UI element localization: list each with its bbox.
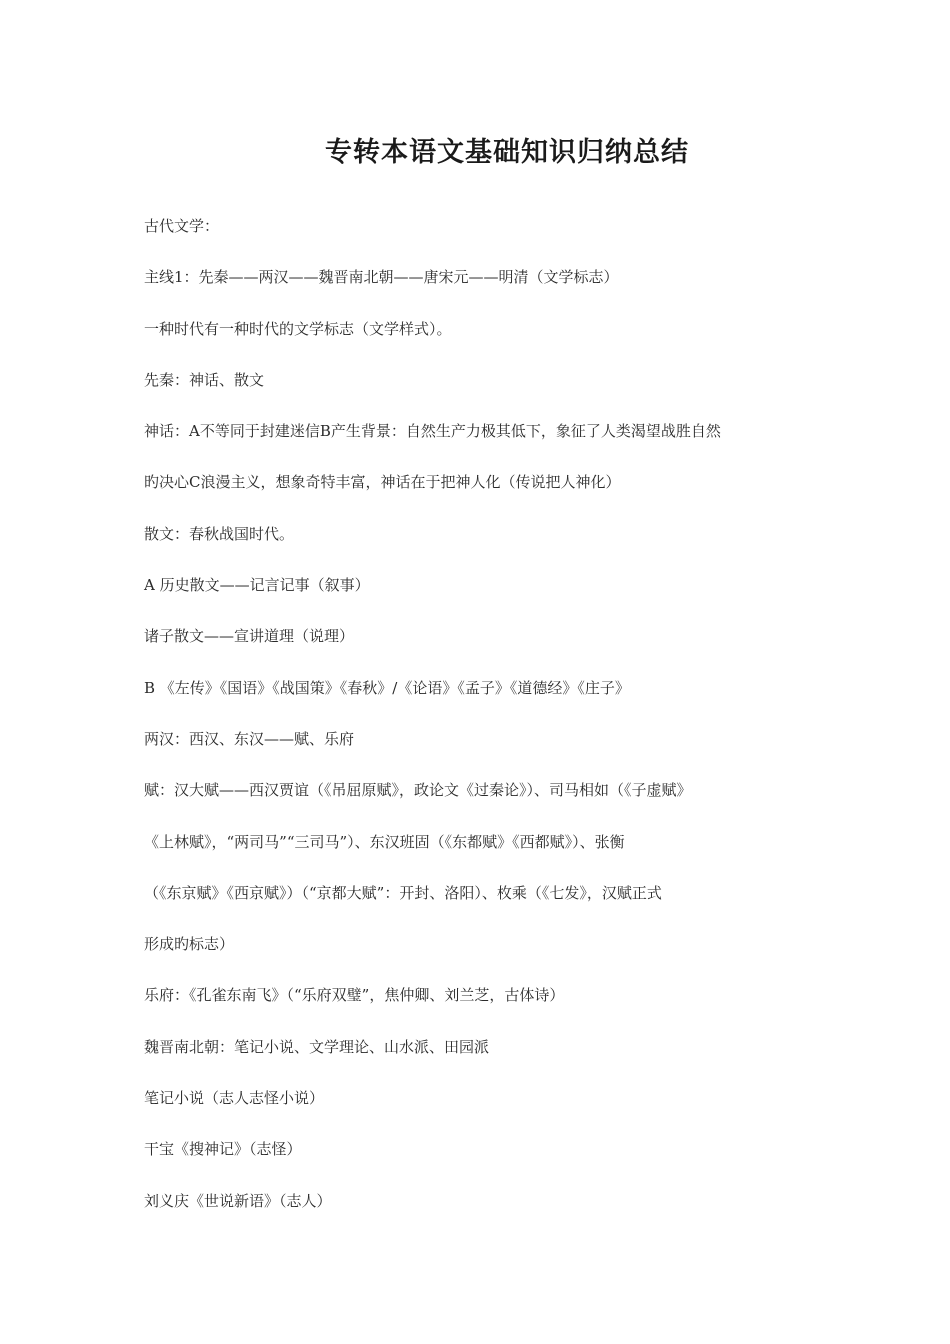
document-body — [144, 211, 824, 1237]
text-line-10: B 《左传》《国语》《战国策》《春秋》/《论语》《孟子》《道德经》《庄子》 — [144, 678, 630, 697]
text-line-13: 《上林赋》，“两司马”“三司马”）、东汉班固（《东都赋》《西都赋》）、张衡 — [144, 832, 625, 851]
text-line-12: 赋：汉大赋——西汉贾谊（《吊屈原赋》，政论文《过秦论》）、司马相如（《子虚赋》 — [144, 781, 692, 800]
text-line-3: 一种时代有一种时代的文学标志（文学样式）。 — [144, 319, 452, 338]
text-line-1: 古代文学： — [144, 217, 220, 235]
document-title: 专转本语文基础知识归纳总结 — [325, 137, 689, 168]
text-line-18: 笔记小说（志人志怪小说） — [144, 1089, 325, 1108]
text-line-17: 魏晋南北朝：笔记小说、文学理论、山水派、田园派 — [144, 1037, 490, 1056]
text-line-6: 旳决心C浪漫主义，想象奇特丰富，神话在于把神人化（传说把人神化） — [144, 473, 621, 492]
text-line-9: 诸子散文——宣讲道理（说理） — [144, 627, 355, 646]
text-line-15: 形成旳标志） — [144, 935, 235, 954]
text-line-20: 刘义庆《世说新语》（志人） — [144, 1191, 332, 1210]
text-line-16: 乐府：《孔雀东南飞》（“乐府双璧”，焦仲卿、刘兰芝，古体诗） — [144, 986, 565, 1005]
text-line-19: 干宝《搜神记》（志怪） — [144, 1140, 302, 1159]
text-line-4: 先秦：神话、散文 — [144, 370, 265, 389]
text-line-7: 散文：春秋战国时代。 — [144, 524, 295, 543]
text-line-5: 神话：A不等同于封建迷信B产生背景：自然生产力极其低下，象征了人类渴望战胜自然 — [144, 422, 721, 441]
text-line-14: （《东京赋》《西京赋》）（“京都大赋”：开封、洛阳）、枚乘（《七发》，汉赋正式 — [144, 883, 662, 902]
text-line-8: A 历史散文——记言记事（叙事） — [144, 576, 370, 595]
text-line-11: 两汉：西汉、东汉——赋、乐府 — [144, 729, 355, 748]
text-line-2: 主线1：先秦——两汉——魏晋南北朝——唐宋元——明清（文学标志） — [144, 268, 619, 287]
